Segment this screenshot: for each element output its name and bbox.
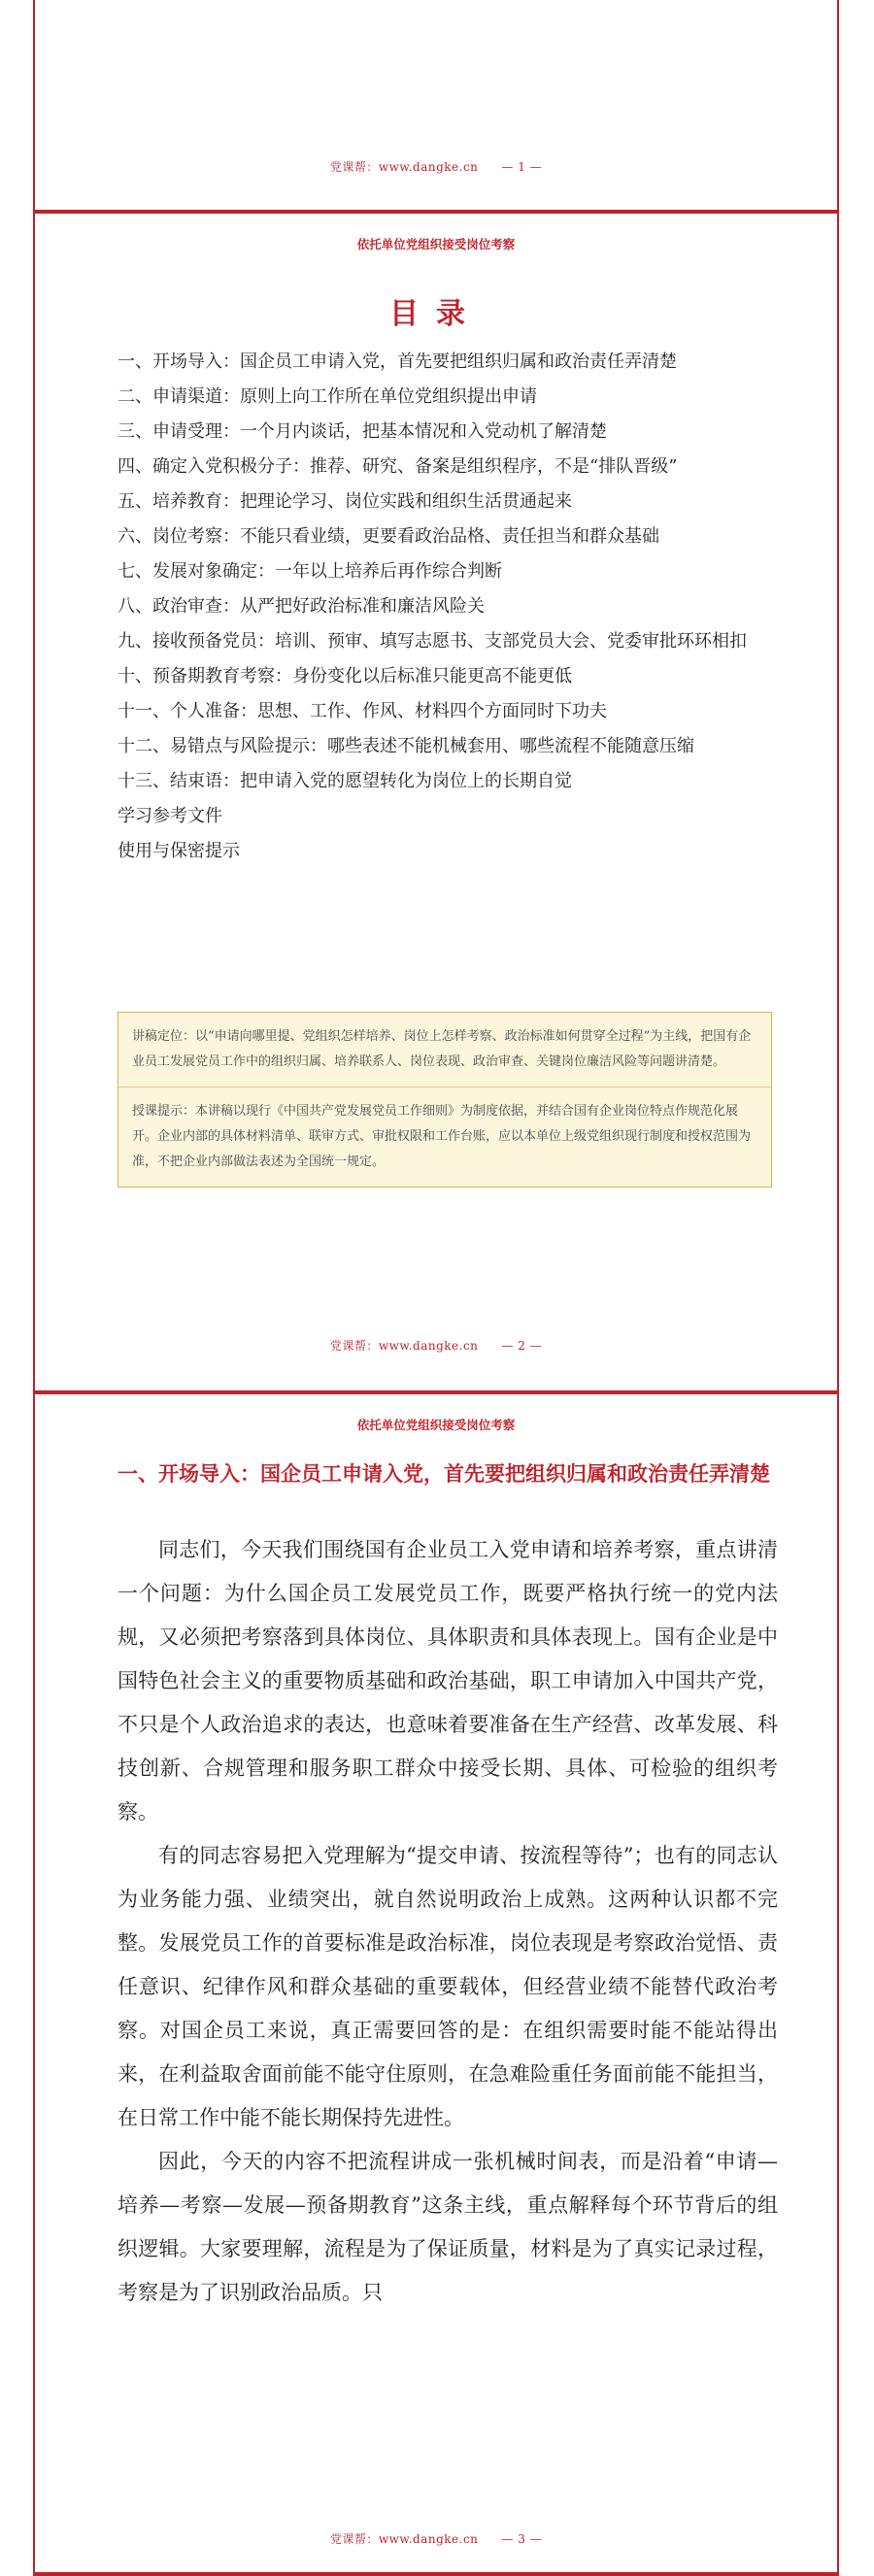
teaching-tips: 授课提示：本讲稿以现行《中国共产党发展党员工作细则》为制度依据，并结合国有企业岗位特点作规范化展开。企业内部的具体材料清单、联审方式、审批权限和工作台账，应以本单位上级党组织现行制度和授权范围为准，不把企业内部做法表述为全国统一规定。: [118, 1087, 771, 1187]
toc-item[interactable]: 三、申请受理：一个月内谈话，把基本情况和入党动机了解清楚: [118, 421, 607, 442]
toc-item[interactable]: 二、申请渠道：原则上向工作所在单位党组织提出申请: [118, 386, 537, 407]
toc-item[interactable]: 学习参考文件: [118, 806, 222, 826]
footer-site: 党课帮：www.dangke.cn: [329, 1339, 479, 1353]
paragraph: 有的同志容易把入党理解为“提交申请、按流程等待”；也有的同志认为业务能力强、业绩突出，就自然说明政治上成熟。这两种认识都不完整。发展党员工作的首要标准是政治标准，岗位表现是考察政治觉悟、责任意识、纪律作风和群众基础的重要载体，但经营业绩不能替代政治考察。对国企员工来说，真正需要回答的是：在组织需要时能不能站得出来，在利益取舍面前能不能守住原则，在急难险重任务面前能不能担当，在日常工作中能不能长期保持先进性。: [118, 1844, 778, 2129]
toc-item[interactable]: 十一、个人准备：思想、工作、作风、材料四个方面同时下功夫: [118, 701, 607, 721]
toc-item[interactable]: 五、培养教育：把理论学习、岗位实践和组织生活贯通起来: [118, 491, 572, 512]
lecture-notice-box: [118, 1012, 772, 1188]
toc-item[interactable]: 一、开场导入：国企员工申请入党，首先要把组织归属和政治责任弄清楚: [118, 351, 677, 372]
paragraph: 同志们，今天我们围绕国有企业员工入党申请和培养考察，重点讲清一个问题：为什么国企员工发展党员工作，既要严格执行统一的党内法规，又必须把考察落到具体岗位、具体职责和具体表现上。国有企业是中国特色社会主义的重要物质基础和政治基础，职工申请加入中国共产党，不只是个人政治追求的表达，也意味着要准备在生产经营、改革发展、科技创新、合规管理和服务职工群众中接受长期、具体、可检验的组织考察。: [118, 1538, 778, 1823]
page-separator: [33, 2572, 839, 2576]
page-header: 依托单位党组织接受岗位考察: [356, 237, 516, 251]
section-body: [118, 1528, 778, 2315]
page-footer: [35, 158, 837, 175]
section-heading: 一、开场导入：国企员工申请入党，首先要把组织归属和政治责任弄清楚: [118, 1461, 770, 1486]
toc-item[interactable]: 九、接收预备党员：培训、预审、填写志愿书、支部党员大会、党委审批环环相扣: [118, 631, 747, 652]
lecture-positioning: 讲稿定位：以“申请向哪里提、党组织怎样培养、岗位上怎样考察、政治标准如何贯穿全过程”为主线，把国有企业员工发展党员工作中的组织归属、培养联系人、岗位表现、政治审查、关键岗位廉洁风险等问题讲清楚。: [132, 1029, 752, 1069]
page-2: [33, 214, 839, 1394]
toc-list: [118, 345, 768, 869]
toc-item[interactable]: 八、政治审查：从严把好政治标准和廉洁风险关: [118, 596, 485, 617]
page-header: 依托单位党组织接受岗位考察: [356, 1418, 516, 1432]
toc-title: 目录: [389, 297, 483, 331]
toc-item[interactable]: 四、确定入党积极分子：推荐、研究、备案是组织程序，不是“排队晋级”: [118, 456, 678, 477]
footer-page-number: — 1 —: [501, 160, 543, 174]
page-3: [33, 1394, 839, 2576]
page-footer: [35, 1337, 837, 1354]
footer-site: 党课帮：www.dangke.cn: [329, 160, 479, 174]
toc-item[interactable]: 使用与保密提示: [118, 841, 240, 861]
page-1: [33, 0, 839, 212]
footer-page-number: — 2 —: [501, 1339, 543, 1353]
paragraph: 因此，今天的内容不把流程讲成一张机械时间表，而是沿着“申请—培养—考察—发展—预备期教育”这条主线，重点解释每个环节背后的组织逻辑。大家要理解，流程是为了保证质量，材料是为了真实记录过程，考察是为了识别政治品质。只: [118, 2150, 778, 2304]
footer-site: 党课帮：www.dangke.cn: [329, 2532, 479, 2546]
footer-page-number: — 3 —: [501, 2532, 543, 2546]
toc-item[interactable]: 十、预备期教育考察：身份变化以后标准只能更高不能更低: [118, 666, 572, 686]
toc-item[interactable]: 十三、结束语：把申请入党的愿望转化为岗位上的长期自觉: [118, 771, 572, 791]
toc-item[interactable]: 十二、易错点与风险提示：哪些表述不能机械套用、哪些流程不能随意压缩: [118, 736, 694, 756]
toc-item[interactable]: 七、发展对象确定：一年以上培养后再作综合判断: [118, 561, 502, 582]
toc-item[interactable]: 六、岗位考察：不能只看业绩，更要看政治品格、责任担当和群众基础: [118, 526, 659, 547]
page-footer: [35, 2530, 837, 2547]
